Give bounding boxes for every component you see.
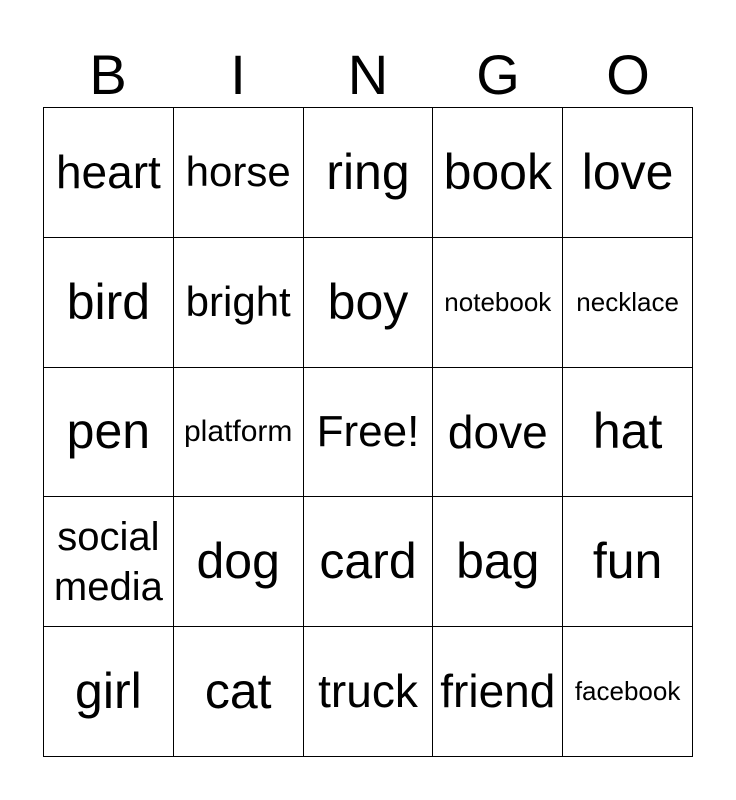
bingo-cell[interactable]: friend	[433, 627, 563, 757]
header-letter-n: N	[347, 43, 389, 106]
bingo-cell[interactable]: facebook	[563, 627, 693, 757]
bingo-cell[interactable]: notebook	[433, 238, 563, 368]
bingo-cell[interactable]: book	[433, 108, 563, 238]
bingo-cell[interactable]: social media	[44, 497, 174, 627]
bingo-cell[interactable]: love	[563, 108, 693, 238]
header-letter-b: B	[89, 43, 127, 106]
bingo-cell[interactable]: necklace	[563, 238, 693, 368]
bingo-header	[43, 42, 693, 108]
header-letter-o: O	[606, 43, 650, 106]
bingo-cell[interactable]: truck	[304, 627, 434, 757]
free-space-cell[interactable]: Free!	[304, 368, 434, 498]
bingo-cell[interactable]: heart	[44, 108, 174, 238]
bingo-cell[interactable]: bag	[433, 497, 563, 627]
bingo-cell[interactable]: pen	[44, 368, 174, 498]
bingo-cell[interactable]: girl	[44, 627, 174, 757]
bingo-cell[interactable]: bird	[44, 238, 174, 368]
bingo-cell[interactable]: bright	[174, 238, 304, 368]
bingo-cell[interactable]: platform	[174, 368, 304, 498]
bingo-card-grid	[43, 107, 693, 757]
bingo-cell[interactable]: boy	[304, 238, 434, 368]
bingo-cell[interactable]: dog	[174, 497, 304, 627]
header-letter-i: I	[230, 43, 246, 106]
bingo-cell[interactable]: hat	[563, 368, 693, 498]
bingo-cell[interactable]: fun	[563, 497, 693, 627]
bingo-cell[interactable]: ring	[304, 108, 434, 238]
bingo-cell[interactable]: dove	[433, 368, 563, 498]
bingo-cell[interactable]: card	[304, 497, 434, 627]
header-letter-g: G	[476, 43, 520, 106]
bingo-cell[interactable]: horse	[174, 108, 304, 238]
bingo-cell[interactable]: cat	[174, 627, 304, 757]
